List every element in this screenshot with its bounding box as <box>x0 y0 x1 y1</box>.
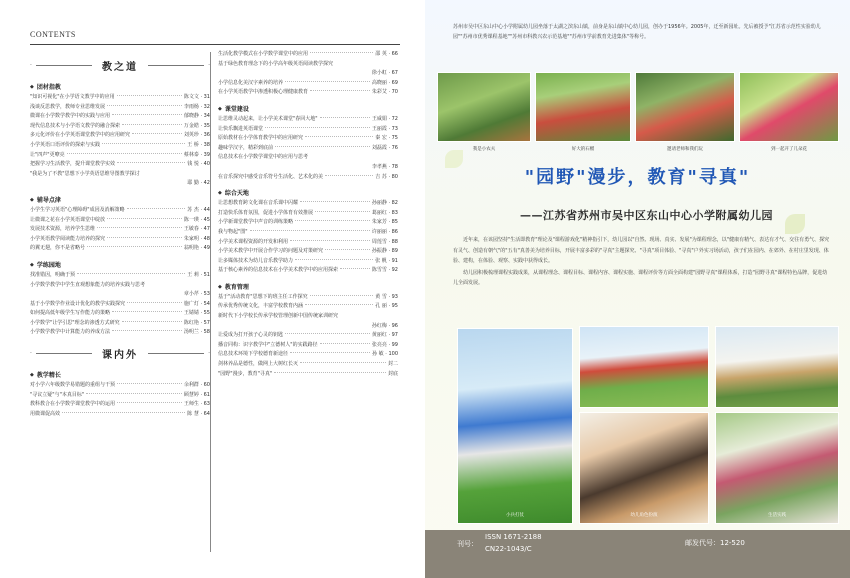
toc-section-title: ◆ 辅导点津 <box>30 195 210 206</box>
toc-entry[interactable] <box>218 209 398 219</box>
toc-entry[interactable] <box>30 160 210 170</box>
toc-entry-title: 小学英语教学阅读能力培养的探究 <box>30 235 106 242</box>
toc-entry-author-page: 郁晓静 · 34 <box>183 113 210 120</box>
toc-entry-author-page: 孔 丽 · 95 <box>375 303 398 310</box>
toc-leader <box>87 246 182 247</box>
banner-dot: · <box>30 349 32 357</box>
toc-entry[interactable] <box>218 125 398 135</box>
toc-entry[interactable] <box>218 173 398 183</box>
toc-entry-title: 播音同构：识字教学中"立德树人"的实践路径 <box>218 341 318 348</box>
toc-entry-title: 微课在小学数学教学中的实践与应用 <box>30 113 111 120</box>
toc-entry-author-page: 徐小虹 · 67 <box>371 70 398 77</box>
toc-entry-author-page: 陈一瑛 · 45 <box>183 216 210 223</box>
toc-entry-title: "我是为了不教"思想下小学英语思维导图教学探讨 <box>30 170 140 177</box>
cover-subtitle: ——江苏省苏州市吴中区东山中心小学附属幼儿园 <box>520 209 773 222</box>
toc-entry-author-page: 钱 悦 · 40 <box>187 161 210 168</box>
toc-entry-author-page: 汤明兰 · 58 <box>183 329 210 336</box>
toc-entry-title: 新时代下小学校长传承学校管理创新中国传统家训研究 <box>218 313 339 320</box>
toc-entry[interactable] <box>30 170 210 180</box>
toc-entry[interactable] <box>30 141 210 151</box>
toc-leader <box>325 175 373 176</box>
photo-flowers <box>739 72 839 142</box>
toc-entry-title: 生活化教学模式在小学数学课堂中的应用 <box>218 51 309 57</box>
toc-entry-title: 信息技术环境下学校德育新途径 <box>218 351 289 358</box>
toc-entry[interactable] <box>218 60 398 70</box>
toc-entry-title: 小学英语口语评价的探索与实践 <box>30 141 101 148</box>
toc-leader <box>310 90 370 91</box>
toc-entry[interactable] <box>30 179 210 189</box>
toc-entry-title: 在小学英语教学中渗透积极心理健康教育 <box>218 89 309 96</box>
toc-entry-author-page: 王敏春 · 47 <box>183 226 210 233</box>
toc-leader <box>305 136 373 137</box>
heading-rule <box>30 44 400 45</box>
toc-section <box>218 282 398 379</box>
toc-entry-author-page: 黄丽红 · 97 <box>371 332 398 339</box>
toc-entry-author-page: 王 桥 · 38 <box>187 141 210 148</box>
toc-entry-title: "园野"漫步，教育"寻真" <box>218 370 273 377</box>
toc-section-title: ◆ 教育管理 <box>218 282 398 293</box>
toc-leader <box>77 273 185 274</box>
toc-entry-author-page: 朱家明 · 48 <box>183 235 210 242</box>
toc-entry[interactable] <box>30 300 210 310</box>
photo-little-farmer <box>437 72 531 142</box>
toc-leader <box>122 124 182 125</box>
toc-leader <box>274 372 386 373</box>
toc-entry-author-page: 孙振静 · 89 <box>371 248 398 255</box>
toc-leader <box>107 105 182 106</box>
toc-entry-title: 小学生学习英语"心理障碍"成因及消解策略 <box>30 206 125 213</box>
toc-entry-title: 让思想教育跨文化课在音乐课中闪耀 <box>218 200 299 207</box>
toc-entry-title: 小学信息化美汉字素养的培养 <box>218 79 284 86</box>
toc-entry[interactable] <box>218 302 398 312</box>
toc-entry[interactable] <box>218 69 398 79</box>
footer-cn: CN22-1043/C <box>485 545 532 553</box>
toc-entry[interactable] <box>30 131 210 141</box>
toc-leader <box>315 211 370 212</box>
toc-entry-title: 如何提高低年级学生写作能力的策略 <box>30 310 111 317</box>
toc-entry[interactable] <box>218 115 398 125</box>
banner-rule <box>36 353 92 354</box>
toc-leader <box>300 362 386 363</box>
toc-entry-title: 的翼无翅，你不是省略号 <box>30 245 86 252</box>
toc-entry-author-page: 余利群 · 60 <box>183 382 210 389</box>
toc-entry-author-page: 吉 苏 · 80 <box>375 173 398 180</box>
toc-leader <box>112 114 182 115</box>
toc-section <box>30 82 210 189</box>
toc-entry-author-page: 王威娟 · 72 <box>371 115 398 122</box>
toc-section <box>218 104 398 182</box>
toc-leader <box>320 117 370 118</box>
toc-entry-title: 小学数学教学中学生直观想象能力的培养实践与思考 <box>30 281 146 288</box>
toc-entry-title: 让微课之花在小学英语课堂中绽放 <box>30 216 106 223</box>
toc-entry[interactable] <box>30 410 210 420</box>
toc-entry-author-page: 王师生 · 63 <box>183 401 210 408</box>
toc-leader <box>295 259 373 260</box>
toc-entry-author-page: 万金皓 · 35 <box>183 122 210 129</box>
photo-campus <box>579 326 709 408</box>
toc-leader <box>97 227 182 228</box>
toc-leader <box>310 52 373 53</box>
photo-caption: 幼儿角色扮演 <box>630 513 658 518</box>
toc-entry[interactable] <box>218 293 398 303</box>
toc-entry-title: 小学美术课程资源的开发和利用 <box>218 238 289 245</box>
toc-entry-title: 让快乐飘进英语课堂 <box>218 125 264 132</box>
toc-entry[interactable] <box>218 266 398 276</box>
toc-leader <box>290 240 370 241</box>
toc-leader <box>117 162 185 163</box>
toc-leader <box>62 412 185 413</box>
toc-entry-author-page: 王丽霞 · 73 <box>371 125 398 132</box>
toc-entry-author-page: 封二 <box>387 361 398 368</box>
toc-entry[interactable] <box>218 134 398 144</box>
toc-entry-title: 对小学六年级数学易错题的重组与干预 <box>30 382 116 389</box>
toc-entry-author-page: 秦 宏 · 75 <box>375 135 398 142</box>
toc-entry-title: 基于绿色教育理念下的小学高年级英语阅读教学探究 <box>218 60 334 67</box>
toc-entry-title: 基于核心素养的信息技术在小学美术教学中的应用探索 <box>218 267 339 274</box>
toc-entry[interactable] <box>30 319 210 329</box>
toc-entry-title: "知识可视化"在小学语文教学中的应用 <box>30 94 115 100</box>
toc-leader <box>285 333 370 334</box>
toc-entry-author-page: 黄 雪 · 93 <box>375 293 398 300</box>
toc-entry-title: 让思维灵动起来，让小学美术课堂"春回大地" <box>218 115 318 122</box>
toc-entry-author-page: 周莲雪 · 88 <box>371 238 398 245</box>
toc-entry[interactable] <box>30 309 210 319</box>
toc-entry-author-page: 朱家芳 · 85 <box>371 219 398 226</box>
toc-entry-author-page: 王 莉 · 51 <box>187 271 210 278</box>
toc-entry-title: 剑林养品是德性，做网上大树红长灭 <box>218 361 299 368</box>
toc-entry[interactable] <box>30 225 210 235</box>
toc-entry-title: 在音乐探究中感受音乐符号生活化、艺术化的美 <box>218 173 324 180</box>
toc-leader <box>290 352 370 353</box>
contents-page <box>0 0 424 578</box>
toc-entry-title: 打造快乐体育氛围，促进小学体育有效推展 <box>218 209 314 216</box>
toc-entry[interactable] <box>30 235 210 245</box>
cover-body <box>453 235 831 289</box>
photo-building <box>715 326 839 408</box>
toc-entry-author-page: 刘英珍 · 36 <box>183 132 210 139</box>
toc-leader <box>300 201 370 202</box>
contents-heading: CONTENTS <box>30 30 76 39</box>
toc-leader <box>127 208 186 209</box>
toc-entry-title: 找准错因，明确于预 <box>30 271 76 278</box>
body-paragraph: 幼儿园积极梳理课程实践成果，从课程理念、课程目标、课程内容、课程实施、课程评价等方面全面构建"园野寻真"课程体系，打造"园野寻真"课程特色品牌，促进幼儿全面发展。 <box>453 269 828 286</box>
toc-entry[interactable] <box>30 328 210 338</box>
toc-leader <box>86 393 182 394</box>
toc-entry-author-page: 张亮亮 · 99 <box>371 341 398 348</box>
toc-entry[interactable] <box>30 112 210 122</box>
toc-leader <box>250 230 370 231</box>
toc-entry[interactable] <box>218 238 398 248</box>
toc-entry-author-page: 耶 勤 · 42 <box>187 180 210 187</box>
toc-section-title: ◆ 团材指教 <box>30 82 210 93</box>
footer-post-code: 邮发代号：12-520 <box>685 539 745 547</box>
banner-rule <box>36 65 92 66</box>
footer-issn-block <box>457 531 542 555</box>
section-banner <box>30 54 210 76</box>
toc-entry-author-page: 陈 慧 · 64 <box>187 410 210 417</box>
toc-leader <box>275 146 370 147</box>
toc-entry[interactable] <box>30 151 210 161</box>
toc-leader <box>132 133 182 134</box>
toc-entry-author-page: 苏 杰 · 44 <box>187 206 210 213</box>
banner-rule <box>148 353 204 354</box>
toc-entry[interactable] <box>30 290 210 300</box>
toc-entry-title: 原始教材在小学体育教学中的应用研究 <box>218 135 304 142</box>
toc-entry-title: 基于小学数学作业设计优化的教学实践探究 <box>30 300 126 307</box>
toc-entry[interactable] <box>30 122 210 132</box>
toc-entry-author-page: 葛丽红 · 83 <box>371 209 398 216</box>
toc-leader <box>117 402 182 403</box>
photo-caption: 邀请老师和我们玩 <box>667 147 703 152</box>
toc-entry-author-page: 张 帆 · 91 <box>375 257 398 264</box>
toc-entry[interactable] <box>218 144 398 154</box>
toc-leader <box>117 95 182 96</box>
toc-leader <box>320 343 370 344</box>
toc-entry[interactable] <box>30 281 210 291</box>
toc-entry-title: 教科教合在小学数学课堂教学中的运用 <box>30 401 116 408</box>
toc-entry-author-page: 章小芹 · 53 <box>183 291 210 298</box>
toc-entry[interactable] <box>218 50 398 60</box>
toc-entry[interactable] <box>218 247 398 257</box>
banner-dot: · <box>30 61 32 69</box>
toc-entry[interactable] <box>218 360 398 370</box>
contents-column-right <box>218 50 398 379</box>
toc-leader <box>102 143 185 144</box>
toc-entry-author-page: 封底 <box>387 370 398 377</box>
toc-leader <box>107 237 182 238</box>
toc-section-title: ◆ 教学精长 <box>30 370 210 381</box>
toc-entry-author-page: 高晓丽 · 69 <box>371 79 398 86</box>
intro-text: 苏州市吴中区东山中心小学附属幼儿园坐落于太湖之滨东山镇，前身是东山镇中心幼儿园，创办于1956年。2005年，迁至新园址。先后被授予"江苏省示范性实验幼儿园""苏州市优秀课程基地""苏州市科教兴农示范基地""苏州市学前教育先进集体"等称号。 <box>453 24 821 40</box>
toc-leader <box>67 153 182 154</box>
toc-entry[interactable] <box>30 400 210 410</box>
footer-label: 刊号： <box>457 540 478 548</box>
toc-entry[interactable] <box>30 103 210 113</box>
toc-entry-title: 小学数学教学中计算能力的养成方法 <box>30 329 111 336</box>
toc-leader <box>127 302 182 303</box>
toc-leader <box>325 249 370 250</box>
footer-issn: ISSN 1671-2188 <box>485 533 542 541</box>
toc-entry[interactable] <box>218 312 398 322</box>
toc-section-title: ◆ 综合天地 <box>218 188 398 199</box>
photo-life-practice <box>715 412 839 524</box>
toc-entry[interactable] <box>30 206 210 216</box>
banner-dot: · <box>208 61 210 69</box>
photo-soldier-game <box>457 328 573 524</box>
toc-section <box>218 188 398 276</box>
toc-entry-author-page: 孙丽静 · 82 <box>371 200 398 207</box>
toc-entry-title: 让多媒体技术为幼儿音乐教学助力 <box>218 257 294 264</box>
toc-entry-title: 让"四声"更嘹亮 <box>30 151 65 158</box>
toc-entry-title: 用微课促高效 <box>30 410 61 417</box>
toc-section-title: ◆ 课堂建设 <box>218 104 398 115</box>
toc-entry-title: "寻议立疑"与"本真目标" <box>30 391 85 398</box>
toc-entry-author-page: 刘磊霞 · 76 <box>371 144 398 151</box>
photo-caption: 到一起开了儿朵花 <box>771 147 807 152</box>
toc-entry-author-page: 孙 敏 · 100 <box>372 351 398 358</box>
toc-leader <box>122 321 182 322</box>
toc-entry[interactable] <box>218 218 398 228</box>
toc-entry[interactable] <box>218 199 398 209</box>
toc-entry[interactable] <box>218 341 398 351</box>
toc-entry-author-page: 陈红艳 · 57 <box>183 319 210 326</box>
photo-caption: 小兵打仗 <box>506 513 524 518</box>
toc-entry-author-page: 邵 英 · 66 <box>375 51 398 57</box>
toc-entry[interactable] <box>30 391 210 401</box>
photo-pomegranate <box>535 72 631 142</box>
toc-section-title: ◆ 学练园地 <box>30 260 210 271</box>
banner-rule <box>148 65 204 66</box>
contents-column-left <box>30 50 210 419</box>
toc-entry-title: 基于"活动教育"思想下的班主任工作探究 <box>218 293 308 300</box>
toc-entry-title: 让爱成为打开孩子心灵的钥匙 <box>218 332 284 339</box>
toc-leader <box>117 383 182 384</box>
toc-entry-author-page: 翁明艳 · 49 <box>183 245 210 252</box>
photo-role-play <box>579 412 709 524</box>
toc-entry-title: 小学数学"让学引思"理念的渗透方式研究 <box>30 319 120 326</box>
toc-entry[interactable] <box>218 79 398 89</box>
toc-entry[interactable] <box>30 271 210 281</box>
toc-entry[interactable] <box>218 350 398 360</box>
toc-entry[interactable] <box>30 244 210 254</box>
banner-title: 教之道 <box>102 61 138 73</box>
toc-section <box>30 260 210 338</box>
section-banner <box>30 342 210 364</box>
photo-caption: 好大的石榴 <box>571 147 595 152</box>
toc-section <box>30 370 210 419</box>
toc-entry-author-page: 陈文文 · 31 <box>183 94 210 100</box>
cover-title: "园野"漫步，教育"寻真" <box>524 167 751 188</box>
toc-entry-title: 我与物起"图" <box>218 228 248 235</box>
toc-entry[interactable] <box>30 381 210 391</box>
toc-entry-title: 趣味学汉字，精彩到底前 <box>218 144 274 151</box>
toc-leader <box>265 127 370 128</box>
toc-leader <box>107 218 182 219</box>
back-cover-page <box>425 0 850 578</box>
toc-entry[interactable] <box>218 370 398 380</box>
toc-entry[interactable] <box>30 216 210 226</box>
banner-dot: · <box>208 349 210 357</box>
toc-entry-title: 传承优秀传统文化，丰富学校教育内涵 <box>218 303 304 310</box>
toc-entry-title: 现代信息技术与小学语文教学的融合探索 <box>30 122 121 129</box>
toc-entry[interactable] <box>218 257 398 267</box>
toc-entry-title: 浅谈反思教学，教师专业思维发展 <box>30 103 106 110</box>
toc-entry-title: 信息技术在小学数学课堂中的应用与思考 <box>218 154 309 161</box>
body-paragraph: 近年来，在该园坚持"生活即教育"理论及"课程游戏化"精神指引下，幼儿园以"自然、现场、真实、发展"为课程理念，以"健康有精气、表达有才气、交往有勇气、探究有灵气、创造有朝气"的"五有"真善美为培养目标，开展丰富多彩的"寻真"主题探究、"寻真"项目体验、"寻真"户外实习场活动，孩子们在园内、在郊外、在村庄里发现、体验、建构，在体验、观察、实践中获得成长。 <box>453 237 830 264</box>
toc-entry-title: 小学美术教学中开展合作学习的问题及对策研究 <box>218 248 324 255</box>
photo-caption: 我是小农夫 <box>472 147 496 152</box>
toc-leader <box>112 330 182 331</box>
toc-entry-author-page: 朱彩艾 · 70 <box>371 89 398 96</box>
photo-teacher-play <box>635 72 735 142</box>
toc-entry-author-page: 王婧婧 · 55 <box>183 310 210 317</box>
toc-entry[interactable] <box>218 228 398 238</box>
toc-entry-author-page: 蔡林泰 · 39 <box>183 151 210 158</box>
toc-entry[interactable] <box>218 322 398 332</box>
toc-section <box>30 195 210 254</box>
toc-entry-author-page: 孙红梅 · 96 <box>371 322 398 329</box>
toc-leader <box>285 81 370 82</box>
toc-entry-title: 发展技术资源，培养学生思维 <box>30 226 96 233</box>
toc-entry-title: 多元化评价在小学英语课堂教学中的应用研究 <box>30 132 131 139</box>
banner-title: 课内外 <box>102 349 138 361</box>
toc-entry-author-page: 顾慧婷 · 61 <box>183 391 210 398</box>
toc-entry[interactable] <box>218 153 398 163</box>
toc-entry-author-page: 陈雪雪 · 92 <box>371 267 398 274</box>
toc-entry[interactable] <box>30 93 210 103</box>
toc-entry-title: 小学新课堂教学中声音的训练策略 <box>218 219 294 226</box>
column-divider <box>210 52 211 552</box>
toc-entry-author-page: 许丽丽 · 86 <box>371 228 398 235</box>
toc-entry[interactable] <box>218 163 398 173</box>
toc-leader <box>305 304 373 305</box>
toc-entry[interactable] <box>218 88 398 98</box>
toc-leader <box>340 268 370 269</box>
toc-entry[interactable] <box>218 331 398 341</box>
photo-caption: 生活实践 <box>768 513 786 518</box>
toc-leader <box>112 311 182 312</box>
toc-leader <box>310 295 374 296</box>
toc-entry-author-page: 李雨杨 · 32 <box>183 103 210 110</box>
toc-leader <box>295 220 370 221</box>
toc-entry-title: 把握学习生活教学，提升课堂教学实效 <box>30 161 116 168</box>
toc-entry-author-page: 施广灯 · 54 <box>183 300 210 307</box>
toc-entry-author-page: 李孝燕 · 78 <box>371 163 398 170</box>
